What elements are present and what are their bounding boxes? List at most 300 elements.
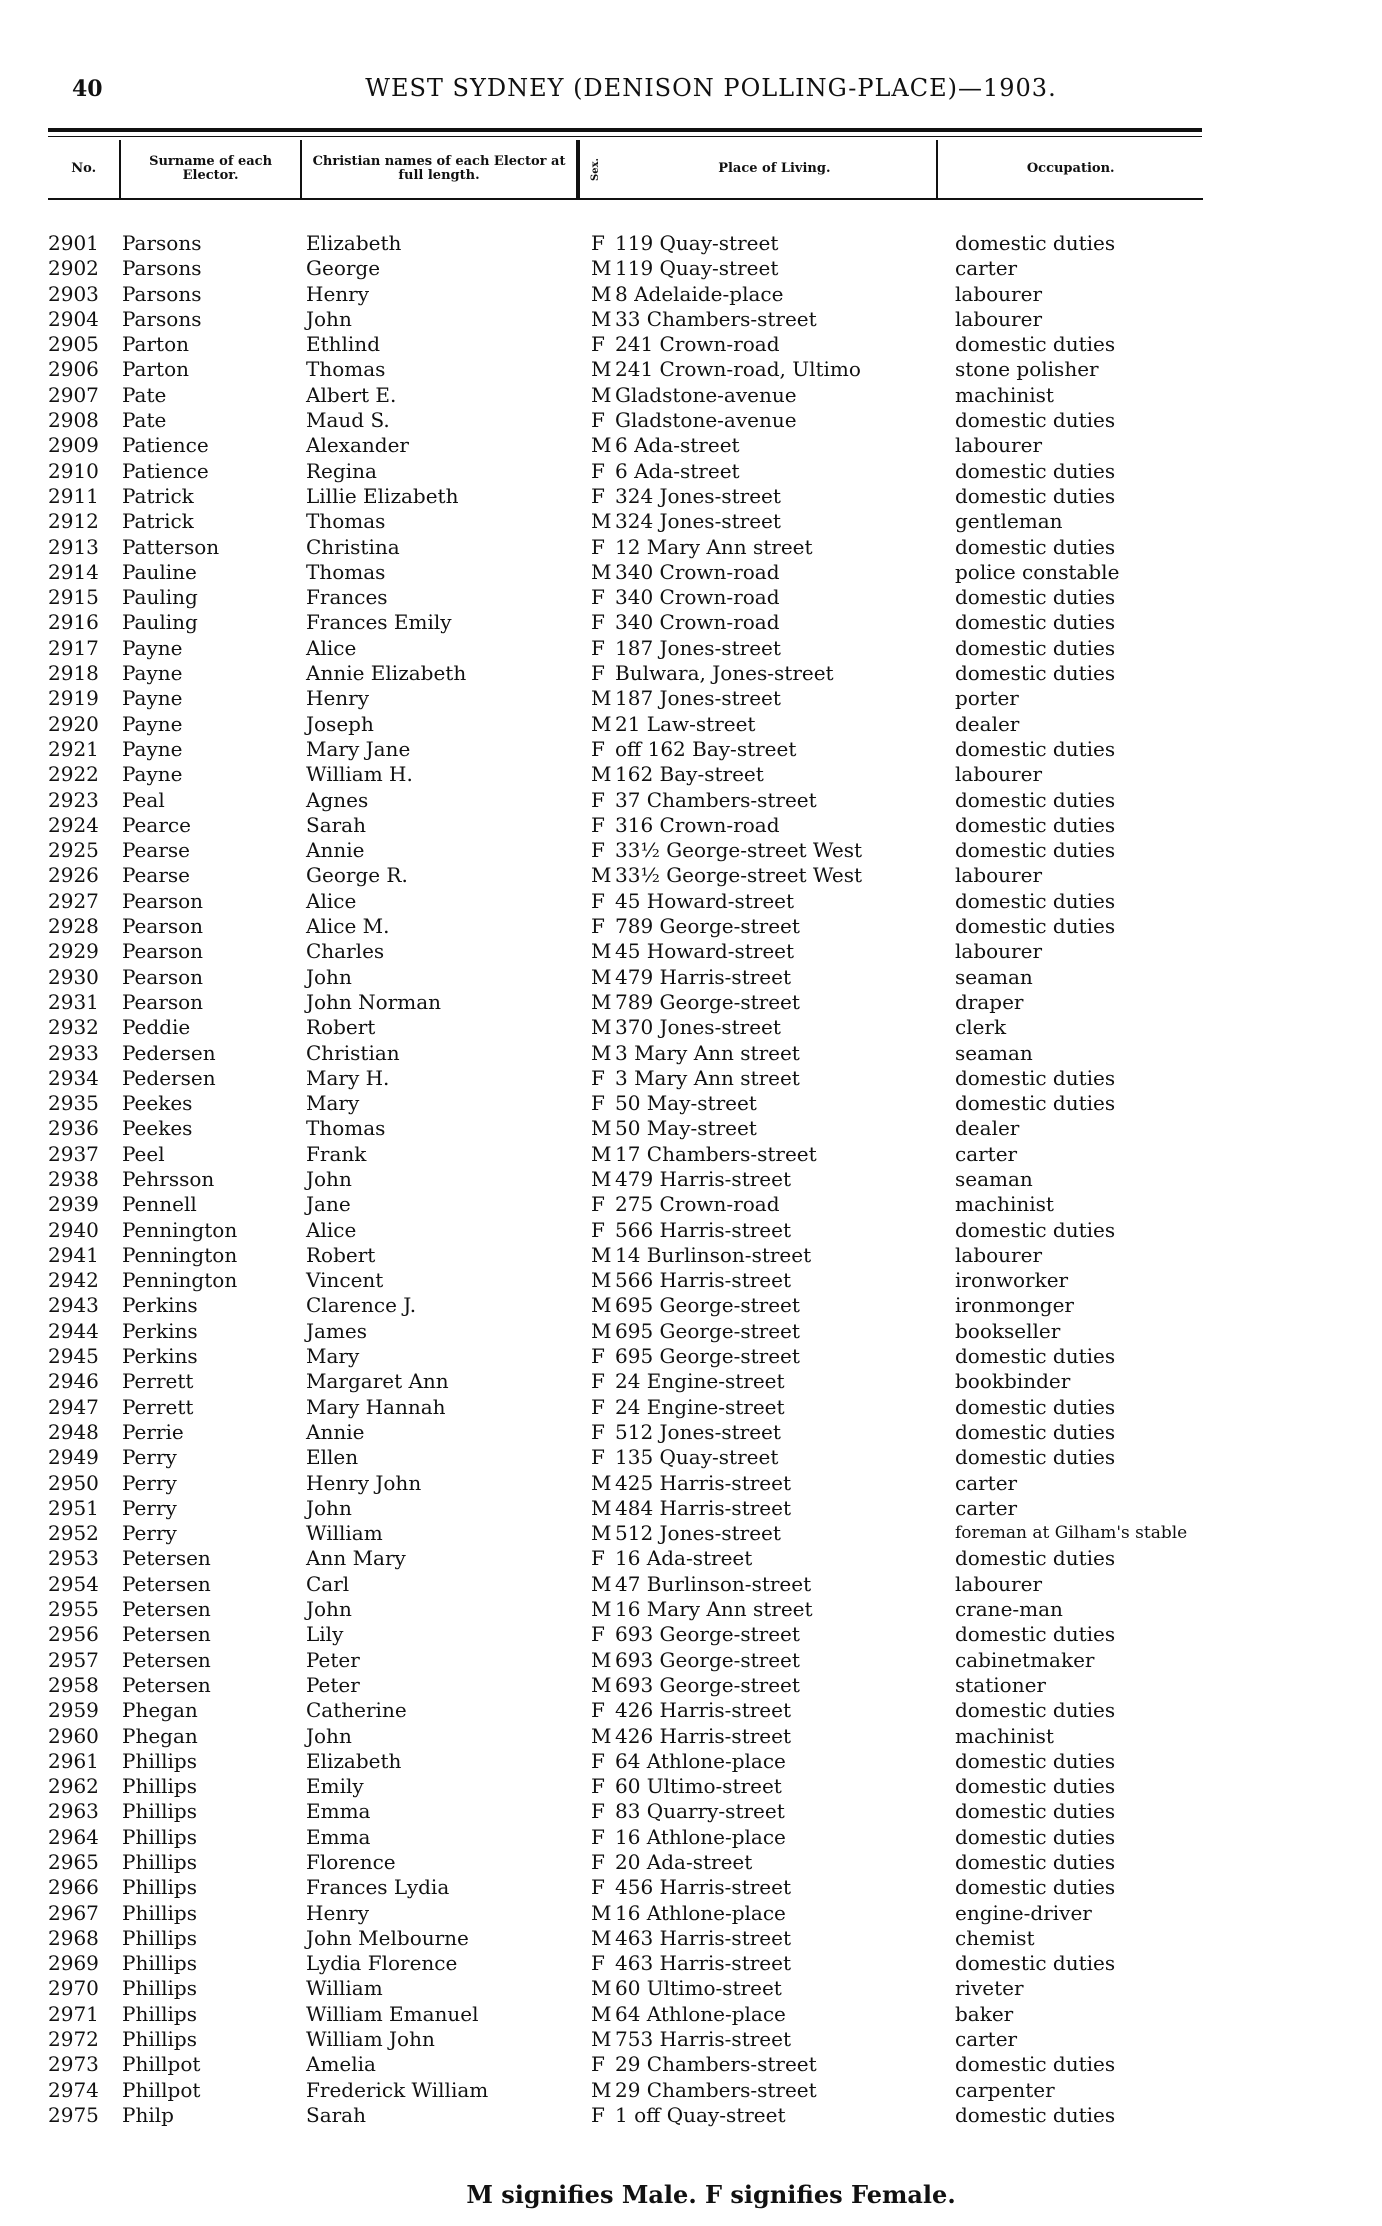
table-row xyxy=(48,1319,1348,1344)
entry-christian-names: Vincent xyxy=(306,1268,384,1293)
entry-number: 2913 xyxy=(48,534,99,559)
entry-place: 37 Chambers-street xyxy=(615,787,817,812)
table-row xyxy=(48,459,1348,484)
entry-place: 426 Harris-street xyxy=(615,1698,792,1723)
table-row xyxy=(48,231,1348,256)
table-row xyxy=(48,2002,1348,2027)
entry-christian-names: Lily xyxy=(306,1622,344,1647)
entry-christian-names: Peter xyxy=(306,1672,360,1697)
entry-sex: M xyxy=(591,382,612,407)
entry-christian-names: John xyxy=(306,1597,352,1622)
entry-sex: M xyxy=(591,711,612,736)
table-row xyxy=(48,383,1348,408)
table-row xyxy=(48,1673,1348,1698)
entry-surname: Phillips xyxy=(122,1799,197,1824)
entry-christian-names: Sarah xyxy=(306,2102,366,2127)
entry-christian-names: Christina xyxy=(306,534,400,559)
entry-surname: Pearson xyxy=(122,888,204,913)
table-row xyxy=(48,1041,1348,1066)
entry-occupation: engine-driver xyxy=(955,1900,1092,1925)
entry-surname: Pearson xyxy=(122,914,204,939)
entry-occupation: domestic duties xyxy=(955,914,1116,939)
entry-number: 2949 xyxy=(48,1445,99,1470)
entry-number: 2938 xyxy=(48,1166,99,1191)
entry-sex: F xyxy=(591,838,605,863)
entry-sex: F xyxy=(591,534,605,559)
entry-number: 2915 xyxy=(48,585,99,610)
entry-christian-names: Mary Hannah xyxy=(306,1394,446,1419)
entry-christian-names: William H. xyxy=(306,762,413,787)
entry-christian-names: Thomas xyxy=(306,559,386,584)
entry-sex: M xyxy=(591,1015,612,1040)
entry-sex: M xyxy=(591,1647,612,1672)
entry-sex: M xyxy=(591,1141,612,1166)
entry-occupation: domestic duties xyxy=(955,1850,1116,1874)
entry-sex: M xyxy=(591,989,612,1014)
entry-sex: F xyxy=(591,1419,605,1444)
table-row xyxy=(48,1648,1348,1673)
entry-number: 2907 xyxy=(48,382,99,407)
entry-place: 8 Adelaide-place xyxy=(615,281,784,306)
entry-sex: M xyxy=(591,1571,612,1596)
table-row xyxy=(48,1976,1348,2001)
entry-occupation: machinist xyxy=(955,1192,1054,1217)
entry-surname: Phillips xyxy=(122,1976,197,2001)
entry-christian-names: Frances xyxy=(306,585,388,610)
entry-sex: M xyxy=(591,1242,612,1267)
table-row xyxy=(48,838,1348,863)
entry-number: 2932 xyxy=(48,1015,99,1040)
entry-christian-names: Jane xyxy=(306,1192,351,1217)
entry-place: 16 Athlone-place xyxy=(615,1824,786,1849)
entry-occupation: labourer xyxy=(955,863,1043,888)
entry-number: 2937 xyxy=(48,1141,99,1166)
entry-place: 566 Harris-street xyxy=(615,1268,792,1293)
entry-christian-names: Elizabeth xyxy=(306,231,402,255)
entry-occupation: labourer xyxy=(955,281,1043,306)
entry-christian-names: Annie xyxy=(306,838,365,863)
entry-occupation: police constable xyxy=(955,559,1120,584)
table-row xyxy=(48,889,1348,914)
entry-occupation: carter xyxy=(955,2027,1018,2052)
entry-place: Bulwara, Jones-street xyxy=(615,661,834,686)
entry-place: 16 Mary Ann street xyxy=(615,1597,813,1622)
entry-christian-names: William John xyxy=(306,2027,435,2052)
entry-sex: F xyxy=(591,1192,605,1217)
entry-number: 2928 xyxy=(48,914,99,939)
entry-christian-names: Robert xyxy=(306,1242,376,1267)
table-row xyxy=(48,1192,1348,1217)
entry-place: 187 Jones-street xyxy=(615,635,781,660)
entry-surname: Pennington xyxy=(122,1217,238,1242)
entry-occupation: domestic duties xyxy=(955,1217,1116,1242)
entry-surname: Perry xyxy=(122,1470,177,1495)
entry-occupation: porter xyxy=(955,686,1019,711)
entry-place: 484 Harris-street xyxy=(615,1495,792,1520)
entry-number: 2951 xyxy=(48,1495,99,1520)
entry-sex: M xyxy=(591,1521,612,1546)
entry-occupation: gentleman xyxy=(955,509,1063,534)
entry-number: 2942 xyxy=(48,1268,99,1293)
entry-sex: F xyxy=(591,1774,605,1799)
entry-surname: Phillips xyxy=(122,1748,197,1773)
entry-place: 566 Harris-street xyxy=(615,1217,792,1242)
table-row xyxy=(48,965,1348,990)
entry-number: 2959 xyxy=(48,1698,99,1723)
top-rule xyxy=(48,128,1202,132)
entry-surname: Perry xyxy=(122,1521,177,1546)
entry-christian-names: James xyxy=(306,1318,368,1343)
entry-christian-names: Emma xyxy=(306,1824,371,1849)
entry-place: Gladstone-avenue xyxy=(615,408,797,433)
entry-place: 3 Mary Ann street xyxy=(615,1065,800,1090)
entry-surname: Patience xyxy=(122,458,209,483)
table-row xyxy=(48,1471,1348,1496)
entry-occupation: labourer xyxy=(955,762,1043,787)
entry-number: 2925 xyxy=(48,838,99,863)
entry-christian-names: Alice xyxy=(306,635,357,660)
entry-number: 2927 xyxy=(48,888,99,913)
entry-sex: M xyxy=(591,1040,612,1065)
table-row xyxy=(48,1926,1348,1951)
entry-surname: Petersen xyxy=(122,1546,211,1571)
entry-sex: M xyxy=(591,433,612,458)
entry-sex: M xyxy=(591,964,612,989)
entry-surname: Perrett xyxy=(122,1394,194,1419)
entry-number: 2969 xyxy=(48,1951,99,1976)
entry-christian-names: Florence xyxy=(306,1850,396,1874)
table-row xyxy=(48,1698,1348,1723)
entry-sex: M xyxy=(591,1925,612,1950)
entry-number: 2945 xyxy=(48,1344,99,1369)
entry-surname: Phillips xyxy=(122,1824,197,1849)
entry-place: 324 Jones-street xyxy=(615,509,781,534)
entry-surname: Pedersen xyxy=(122,1065,216,1090)
entry-occupation: domestic duties xyxy=(955,2052,1116,2077)
entry-place: 340 Crown-road xyxy=(615,559,780,584)
entry-surname: Payne xyxy=(122,711,183,736)
entry-christian-names: Albert E. xyxy=(306,382,397,407)
entry-number: 2954 xyxy=(48,1571,99,1596)
entry-number: 2901 xyxy=(48,231,99,255)
entry-surname: Perkins xyxy=(122,1318,198,1343)
entry-surname: Parsons xyxy=(122,281,202,306)
entry-place: 24 Engine-street xyxy=(615,1394,785,1419)
entry-number: 2939 xyxy=(48,1192,99,1217)
entry-number: 2920 xyxy=(48,711,99,736)
entry-christian-names: Henry xyxy=(306,281,370,306)
entry-place: 119 Quay-street xyxy=(615,256,779,281)
entry-christian-names: William xyxy=(306,1521,383,1546)
entry-surname: Phillips xyxy=(122,1875,197,1900)
entry-sex: F xyxy=(591,610,605,635)
entry-occupation: domestic duties xyxy=(955,1748,1116,1773)
table-row xyxy=(48,1015,1348,1040)
entry-occupation: domestic duties xyxy=(955,610,1116,635)
entry-number: 2971 xyxy=(48,2001,99,2026)
entry-sex: F xyxy=(591,787,605,812)
entry-occupation: clerk xyxy=(955,1015,1007,1040)
entry-christian-names: Alice M. xyxy=(306,914,390,939)
entry-christian-names: Agnes xyxy=(306,787,369,812)
entry-place: 83 Quarry-street xyxy=(615,1799,785,1824)
entry-number: 2931 xyxy=(48,989,99,1014)
table-row xyxy=(48,1243,1348,1268)
entry-christian-names: Emma xyxy=(306,1799,371,1824)
entry-occupation: domestic duties xyxy=(955,1065,1116,1090)
entry-place: 29 Chambers-street xyxy=(615,2052,817,2077)
entry-occupation: domestic duties xyxy=(955,787,1116,812)
entry-surname: Pearse xyxy=(122,838,190,863)
table-row xyxy=(48,1091,1348,1116)
table-row xyxy=(48,1825,1348,1850)
entry-place: 6 Ada-street xyxy=(615,433,740,458)
entry-surname: Perkins xyxy=(122,1293,198,1318)
entry-surname: Pearse xyxy=(122,863,190,888)
entry-sex: M xyxy=(591,1470,612,1495)
entry-number: 2974 xyxy=(48,2077,99,2102)
entry-christian-names: Henry xyxy=(306,686,370,711)
entry-number: 2957 xyxy=(48,1647,99,1672)
entry-surname: Pearson xyxy=(122,964,204,989)
entry-surname: Pedersen xyxy=(122,1040,216,1065)
entry-place: 135 Quay-street xyxy=(615,1445,779,1470)
entry-surname: Perry xyxy=(122,1445,177,1470)
entry-number: 2966 xyxy=(48,1875,99,1900)
entry-number: 2946 xyxy=(48,1369,99,1394)
entry-occupation: seaman xyxy=(955,964,1033,989)
entry-surname: Perkins xyxy=(122,1344,198,1369)
entry-place: 479 Harris-street xyxy=(615,964,792,989)
table-row xyxy=(48,1293,1348,1318)
entry-place: 340 Crown-road xyxy=(615,610,780,635)
entry-place: 24 Engine-street xyxy=(615,1369,785,1394)
page-number: 40 xyxy=(72,76,103,102)
entry-place: 12 Mary Ann street xyxy=(615,534,813,559)
entry-occupation: carter xyxy=(955,1470,1018,1495)
table-row xyxy=(48,2103,1348,2128)
entry-christian-names: Clarence J. xyxy=(306,1293,417,1318)
entry-occupation: domestic duties xyxy=(955,1622,1116,1647)
table-row xyxy=(48,1622,1348,1647)
entry-number: 2904 xyxy=(48,306,99,331)
entry-occupation: domestic duties xyxy=(955,1698,1116,1723)
entry-sex: M xyxy=(591,1268,612,1293)
entry-place: 50 May-street xyxy=(615,1091,757,1116)
entry-sex: F xyxy=(591,483,605,508)
entry-surname: Parsons xyxy=(122,231,202,255)
table-row xyxy=(48,1167,1348,1192)
entry-surname: Pennington xyxy=(122,1268,238,1293)
entry-occupation: domestic duties xyxy=(955,736,1116,761)
entry-christian-names: Ethlind xyxy=(306,332,380,357)
entry-christian-names: William xyxy=(306,1976,383,2001)
entry-occupation: domestic duties xyxy=(955,408,1116,433)
entry-occupation: domestic duties xyxy=(955,1546,1116,1571)
table-row xyxy=(48,661,1348,686)
entry-surname: Petersen xyxy=(122,1597,211,1622)
entry-christian-names: Sarah xyxy=(306,812,366,837)
entry-sex: F xyxy=(591,736,605,761)
header-surname: Surname of each Elector. xyxy=(121,140,301,198)
entry-christian-names: Alexander xyxy=(306,433,409,458)
entry-number: 2936 xyxy=(48,1116,99,1141)
entry-sex: M xyxy=(591,509,612,534)
entry-sex: M xyxy=(591,1166,612,1191)
entry-christian-names: Margaret Ann xyxy=(306,1369,449,1394)
table-row xyxy=(48,1774,1348,1799)
entry-number: 2926 xyxy=(48,863,99,888)
entry-christian-names: Mary xyxy=(306,1091,360,1116)
entry-occupation: chemist xyxy=(955,1925,1035,1950)
entry-sex: F xyxy=(591,408,605,433)
entry-occupation: dealer xyxy=(955,1116,1020,1141)
entry-surname: Petersen xyxy=(122,1672,211,1697)
entry-surname: Phegan xyxy=(122,1698,198,1723)
entry-sex: M xyxy=(591,762,612,787)
entry-surname: Pearson xyxy=(122,939,204,964)
entry-surname: Peddie xyxy=(122,1015,191,1040)
entry-number: 2958 xyxy=(48,1672,99,1697)
table-row xyxy=(48,1875,1348,1900)
table-header xyxy=(48,140,1203,200)
entry-surname: Pearson xyxy=(122,989,204,1014)
entry-place: 1 off Quay-street xyxy=(615,2102,786,2127)
entry-place: 463 Harris-street xyxy=(615,1925,792,1950)
entry-occupation: domestic duties xyxy=(955,1394,1116,1419)
entry-christian-names: Peter xyxy=(306,1647,360,1672)
table-row xyxy=(48,1496,1348,1521)
entry-occupation: domestic duties xyxy=(955,585,1116,610)
entry-sex: F xyxy=(591,635,605,660)
entry-number: 2941 xyxy=(48,1242,99,1267)
entry-sex: M xyxy=(591,1116,612,1141)
entry-occupation: domestic duties xyxy=(955,1091,1116,1116)
entry-christian-names: Joseph xyxy=(306,711,374,736)
entry-place: 47 Burlinson-street xyxy=(615,1571,812,1596)
entry-occupation: carter xyxy=(955,1495,1018,1520)
entry-number: 2970 xyxy=(48,1976,99,2001)
entry-surname: Peekes xyxy=(122,1116,193,1141)
entry-place: 241 Crown-road, Ultimo xyxy=(615,357,861,382)
entry-christian-names: Regina xyxy=(306,458,377,483)
entry-surname: Phillips xyxy=(122,2001,197,2026)
entry-number: 2955 xyxy=(48,1597,99,1622)
entry-place: 162 Bay-street xyxy=(615,762,764,787)
entry-place: 60 Ultimo-street xyxy=(615,1976,782,2001)
entry-surname: Parsons xyxy=(122,256,202,281)
entry-sex: F xyxy=(591,231,605,255)
header-christian-names: Christian names of each Elector at full length. xyxy=(302,140,579,198)
entry-sex: M xyxy=(591,1672,612,1697)
entry-sex: M xyxy=(591,2027,612,2052)
entry-place: 64 Athlone-place xyxy=(615,2001,786,2026)
entry-occupation: domestic duties xyxy=(955,332,1116,357)
entry-occupation: domestic duties xyxy=(955,635,1116,660)
entry-place: off 162 Bay-street xyxy=(615,736,797,761)
table-row xyxy=(48,636,1348,661)
entry-sex: M xyxy=(591,939,612,964)
entry-surname: Petersen xyxy=(122,1622,211,1647)
top-rule-thin xyxy=(48,136,1202,137)
entry-sex: F xyxy=(591,1445,605,1470)
header-occupation: Occupation. xyxy=(1026,161,1115,176)
table-row xyxy=(48,509,1348,534)
entry-sex: F xyxy=(591,1622,605,1647)
entry-number: 2919 xyxy=(48,686,99,711)
entry-sex: M xyxy=(591,1318,612,1343)
page-title: WEST SYDNEY (DENISON POLLING-PLACE)—1903. xyxy=(365,74,1057,102)
entry-sex: F xyxy=(591,661,605,686)
table-row xyxy=(48,686,1348,711)
entry-surname: Patrick xyxy=(122,483,194,508)
entry-surname: Parton xyxy=(122,332,190,357)
table-row xyxy=(48,1597,1348,1622)
entry-surname: Phillips xyxy=(122,1925,197,1950)
table-row xyxy=(48,1799,1348,1824)
entry-number: 2917 xyxy=(48,635,99,660)
entry-surname: Phillips xyxy=(122,2027,197,2052)
entry-sex: F xyxy=(591,585,605,610)
table-row xyxy=(48,2052,1348,2077)
entry-place: 340 Crown-road xyxy=(615,585,780,610)
entry-occupation: machinist xyxy=(955,1723,1054,1748)
table-row xyxy=(48,433,1348,458)
entry-number: 2930 xyxy=(48,964,99,989)
entry-place: 45 Howard-street xyxy=(615,888,795,913)
entry-place: 14 Burlinson-street xyxy=(615,1242,812,1267)
entry-sex: M xyxy=(591,306,612,331)
table-row xyxy=(48,1951,1348,1976)
entry-occupation: bookseller xyxy=(955,1318,1061,1343)
entry-christian-names: Alice xyxy=(306,1217,357,1242)
entry-sex: F xyxy=(591,332,605,357)
entry-place: 33½ George-street West xyxy=(615,838,862,863)
entry-surname: Parsons xyxy=(122,306,202,331)
entry-surname: Phillpot xyxy=(122,2052,201,2077)
entry-number: 2963 xyxy=(48,1799,99,1824)
entry-number: 2902 xyxy=(48,256,99,281)
entry-sex: F xyxy=(591,1799,605,1824)
entry-occupation: draper xyxy=(955,989,1024,1014)
entry-sex: F xyxy=(591,914,605,939)
entry-sex: F xyxy=(591,1394,605,1419)
table-row xyxy=(48,307,1348,332)
entry-sex: F xyxy=(591,1951,605,1976)
table-row xyxy=(48,282,1348,307)
entry-sex: M xyxy=(591,1597,612,1622)
entry-sex: M xyxy=(591,281,612,306)
table-row xyxy=(48,939,1348,964)
header-place: Place of Living. xyxy=(612,140,938,198)
table-row xyxy=(48,914,1348,939)
entry-surname: Phillips xyxy=(122,1951,197,1976)
entry-christian-names: John xyxy=(306,964,352,989)
entry-occupation: domestic duties xyxy=(955,1875,1116,1900)
entry-number: 2944 xyxy=(48,1318,99,1343)
table-row xyxy=(48,1268,1348,1293)
entry-surname: Payne xyxy=(122,686,183,711)
entry-number: 2924 xyxy=(48,812,99,837)
entry-number: 2948 xyxy=(48,1419,99,1444)
entry-occupation: domestic duties xyxy=(955,2102,1116,2127)
entry-surname: Pehrsson xyxy=(122,1166,215,1191)
entry-place: 512 Jones-street xyxy=(615,1521,781,1546)
entry-place: 753 Harris-street xyxy=(615,2027,792,2052)
entry-surname: Phillips xyxy=(122,1850,197,1874)
table-row xyxy=(48,1749,1348,1774)
entry-number: 2929 xyxy=(48,939,99,964)
